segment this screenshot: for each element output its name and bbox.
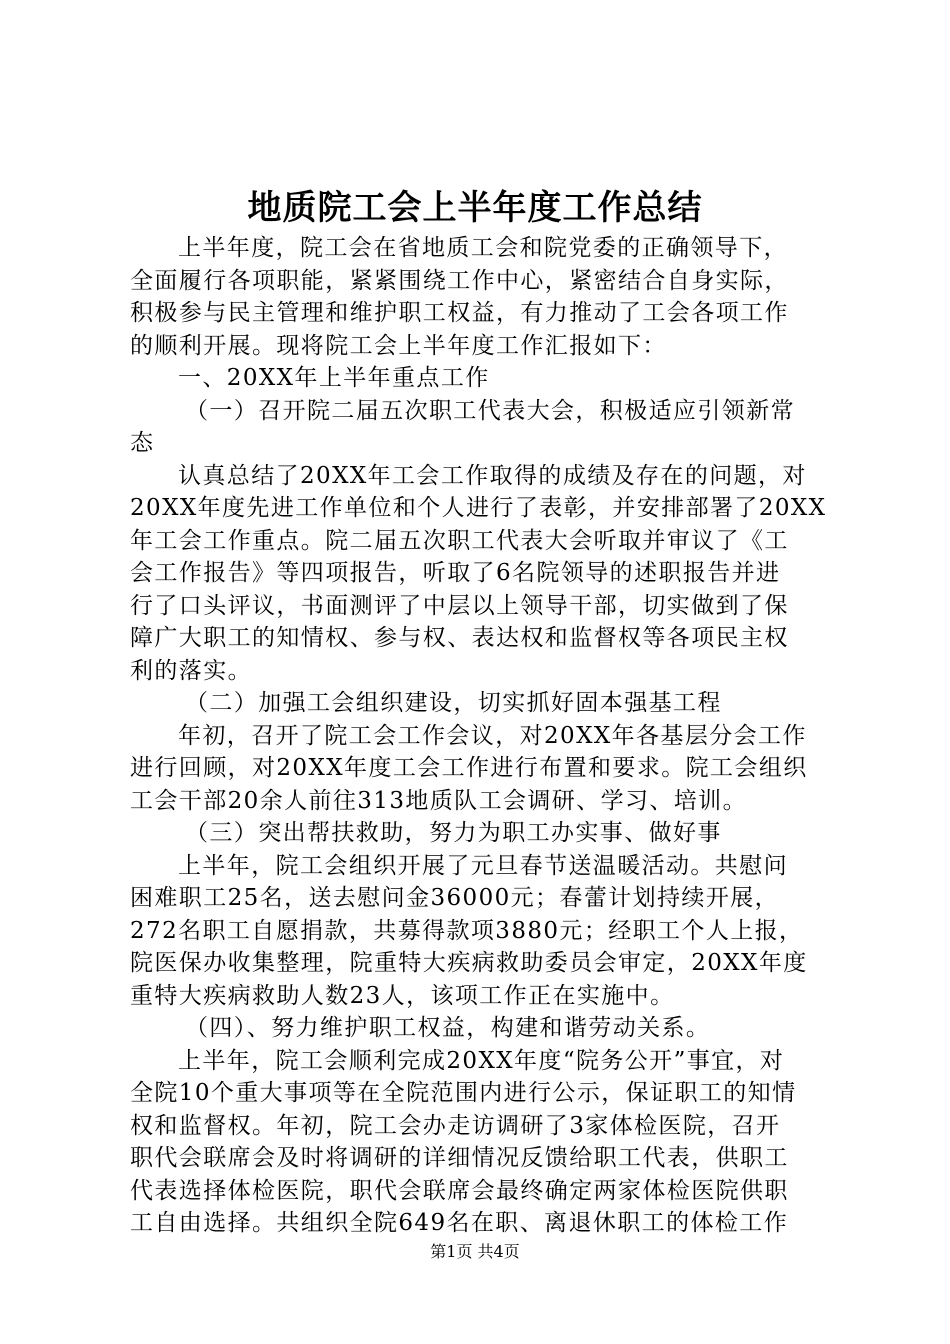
paragraph-line: 积极参与民主管理和维护职工权益，有力推动了工会各项工作 bbox=[130, 300, 789, 326]
paragraph-line: 20XX年度先进工作单位和个人进行了表彰，并安排部署了20XX bbox=[130, 495, 827, 521]
paragraph-line: 院医保办收集整理，院重特大疾病救助委员会审定，20XX年度 bbox=[130, 950, 808, 976]
subsection-heading: （二）加强工会组织建设，切实抓好固本强基工程 bbox=[185, 690, 722, 716]
paragraph-line: 工会干部20余人前往313地质队工会调研、学习、培训。 bbox=[130, 787, 747, 814]
page-number-footer: 第1页 共4页 bbox=[430, 1242, 520, 1261]
subsection-heading: （一）召开院二届五次职工代表大会，积极适应引领新常 bbox=[185, 397, 795, 424]
paragraph-line: 工自由选择。共组织全院649名在职、离退休职工的体检工作 bbox=[130, 1210, 789, 1236]
subsection-heading-continued: 态 bbox=[130, 430, 155, 456]
paragraph-line: 权和监督权。年初，院工会办走访调研了3家体检医院，召开 bbox=[130, 1112, 781, 1139]
paragraph-line: 上半年，院工会组织开展了元旦春节送温暖活动。共慰问 bbox=[178, 852, 788, 879]
paragraph-line: 代表选择体检医院，职代会联席会最终确定两家体检医院供职 bbox=[130, 1177, 789, 1204]
paragraph-line: 上半年度，院工会在省地质工会和院党委的正确领导下， bbox=[178, 235, 788, 261]
paragraph-line: 全面履行各项职能，紧紧围绕工作中心，紧密结合自身实际， bbox=[130, 267, 789, 294]
paragraph-line: 进行回顾，对20XX年度工会工作进行布置和要求。院工会组织 bbox=[130, 755, 808, 781]
paragraph-line: 职代会联席会及时将调研的详细情况反馈给职工代表，供职工 bbox=[130, 1145, 789, 1171]
paragraph-line: 认真总结了20XX年工会工作取得的成绩及存在的问题，对 bbox=[178, 462, 807, 489]
paragraph-line: 困难职工25名，送去慰问金36000元；春蕾计划持续开展， bbox=[130, 885, 780, 911]
paragraph-line: 年初，召开了院工会工作会议，对20XX年各基层分会工作 bbox=[178, 722, 807, 749]
subsection-heading: （三）突出帮扶救助，努力为职工办实事、做好事 bbox=[185, 820, 722, 846]
paragraph-line: 重特大疾病救助人数23人，该项工作正在实施中。 bbox=[130, 982, 675, 1009]
subsection-heading: （四）、努力维护职工权益，构建和谐劳动关系。 bbox=[185, 1015, 711, 1041]
paragraph-line: 行了口头评议，书面测评了中层以上领导干部，切实做到了保 bbox=[130, 592, 789, 619]
paragraph-line: 年工会工作重点。院二届五次职工代表大会听取并审议了《工 bbox=[130, 527, 789, 554]
paragraph-line: 272名职工自愿捐款，共募得款项3880元；经职工个人上报， bbox=[130, 917, 804, 944]
section-heading: 一、20XX年上半年重点工作 bbox=[178, 365, 490, 391]
paragraph-line: 会工作报告》等四项报告，听取了6名院领导的述职报告并进 bbox=[130, 560, 781, 586]
document-body bbox=[130, 232, 835, 1240]
paragraph-line: 全院10个重大事项等在全院范围内进行公示，保证职工的知情 bbox=[130, 1080, 797, 1106]
paragraph-line: 利的落实。 bbox=[130, 657, 252, 684]
paragraph-line: 上半年，院工会顺利完成20XX年度“院务公开”事宜，对 bbox=[178, 1047, 785, 1074]
paragraph-line: 障广大职工的知情权、参与权、表达权和监督权等各项民主权 bbox=[130, 625, 789, 651]
document-title: 地质院工会上半年度工作总结 bbox=[247, 188, 703, 228]
paragraph-line: 的顺利开展。现将院工会上半年度工作汇报如下： bbox=[130, 332, 667, 359]
